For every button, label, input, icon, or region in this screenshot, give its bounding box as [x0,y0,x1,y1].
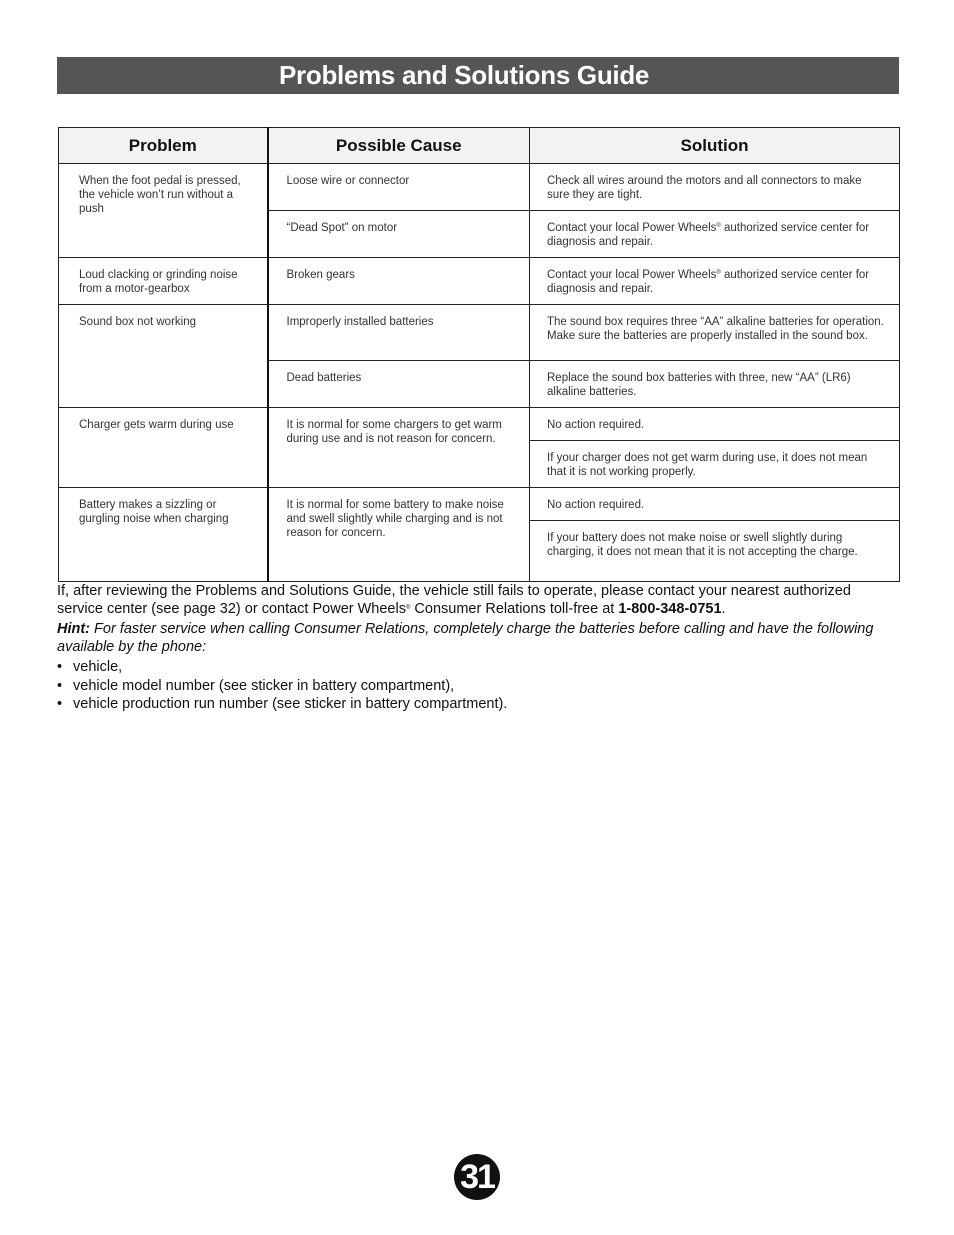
cause-cell: “Dead Spot” on motor [268,211,530,258]
problem-cell: When the foot pedal is pressed, the vehicle won’t run without a push [59,164,268,258]
solution-cell: Check all wires around the motors and all connectors to make sure they are tight. [530,164,900,211]
hint-paragraph [57,620,897,656]
cause-cell: It is normal for some chargers to get warm during use and is not reason for concern. [268,408,530,488]
solution-text: Contact your local Power Wheels [547,269,717,281]
table-row [59,305,900,361]
hint-label: Hint: [57,621,91,637]
solution-cell: No action required. [530,488,900,521]
cause-cell: Broken gears [268,258,530,305]
cause-cell: Loose wire or connector [268,164,530,211]
header-problem: Problem [59,128,268,164]
registered-mark: ® [716,270,721,276]
table-row [59,488,900,521]
list-item: • vehicle model number (see sticker in battery compartment), [57,677,897,696]
table-row [59,258,900,305]
registered-mark: ® [405,605,411,611]
bullet-list [57,658,897,714]
solution-cell [530,258,900,305]
solution-text: authorized service center for diagnosis and repair. [547,269,870,295]
cause-cell: It is normal for some battery to make noise and swell slightly while charging and is not reason for concern. [268,488,530,582]
hint-text: For faster service when calling Consumer Relations, completely charge the batteries before calling and have the following available by the phone: [57,621,874,655]
problem-cell: Loud clacking or grinding noise from a motor-gearbox [59,258,268,305]
table-header-row [59,128,900,164]
list-item: • vehicle, [57,658,897,677]
contact-info [57,582,897,714]
solution-text: authorized service center for diagnosis and repair. [547,222,870,248]
registered-mark: ® [716,223,721,229]
problem-cell: Sound box not working [59,305,268,408]
solution-cell: If your battery does not make noise or swell slightly during charging, it does not mean that it is not accepting the charge. [530,521,900,582]
solution-cell: Replace the sound box batteries with three, new “AA” (LR6) alkaline batteries. [530,361,900,408]
phone-number: 1-800-348-0751 [618,601,722,617]
page-title: Problems and Solutions Guide [57,57,899,94]
table-row [59,408,900,441]
solution-cell: If your charger does not get warm during use, it does not mean that it is not working properly. [530,441,900,488]
problems-solutions-table [58,127,900,582]
table-row [59,164,900,211]
problem-cell: Battery makes a sizzling or gurgling noise when charging [59,488,268,582]
contact-text: If, after reviewing the Problems and Solutions Guide, the vehicle still fails to operate, please contact your nearest authorized service center (see page 32) or contact Power Wheels [57,583,851,617]
problem-cell: Charger gets warm during use [59,408,268,488]
solution-cell: No action required. [530,408,900,441]
contact-text: Consumer Relations toll-free at [410,601,619,617]
solution-cell [530,211,900,258]
page-number: 31 [454,1154,500,1200]
contact-text: . [721,601,726,617]
header-solution: Solution [530,128,900,164]
solution-text: Contact your local Power Wheels [547,222,717,234]
contact-paragraph [57,582,897,618]
cause-cell: Dead batteries [268,361,530,408]
header-possible-cause: Possible Cause [268,128,530,164]
list-item: • vehicle production run number (see sticker in battery compartment). [57,695,897,714]
solution-cell: The sound box requires three “AA” alkaline batteries for operation. Make sure the batteries are properly installed in the sound box. [530,305,900,361]
cause-cell: Improperly installed batteries [268,305,530,361]
